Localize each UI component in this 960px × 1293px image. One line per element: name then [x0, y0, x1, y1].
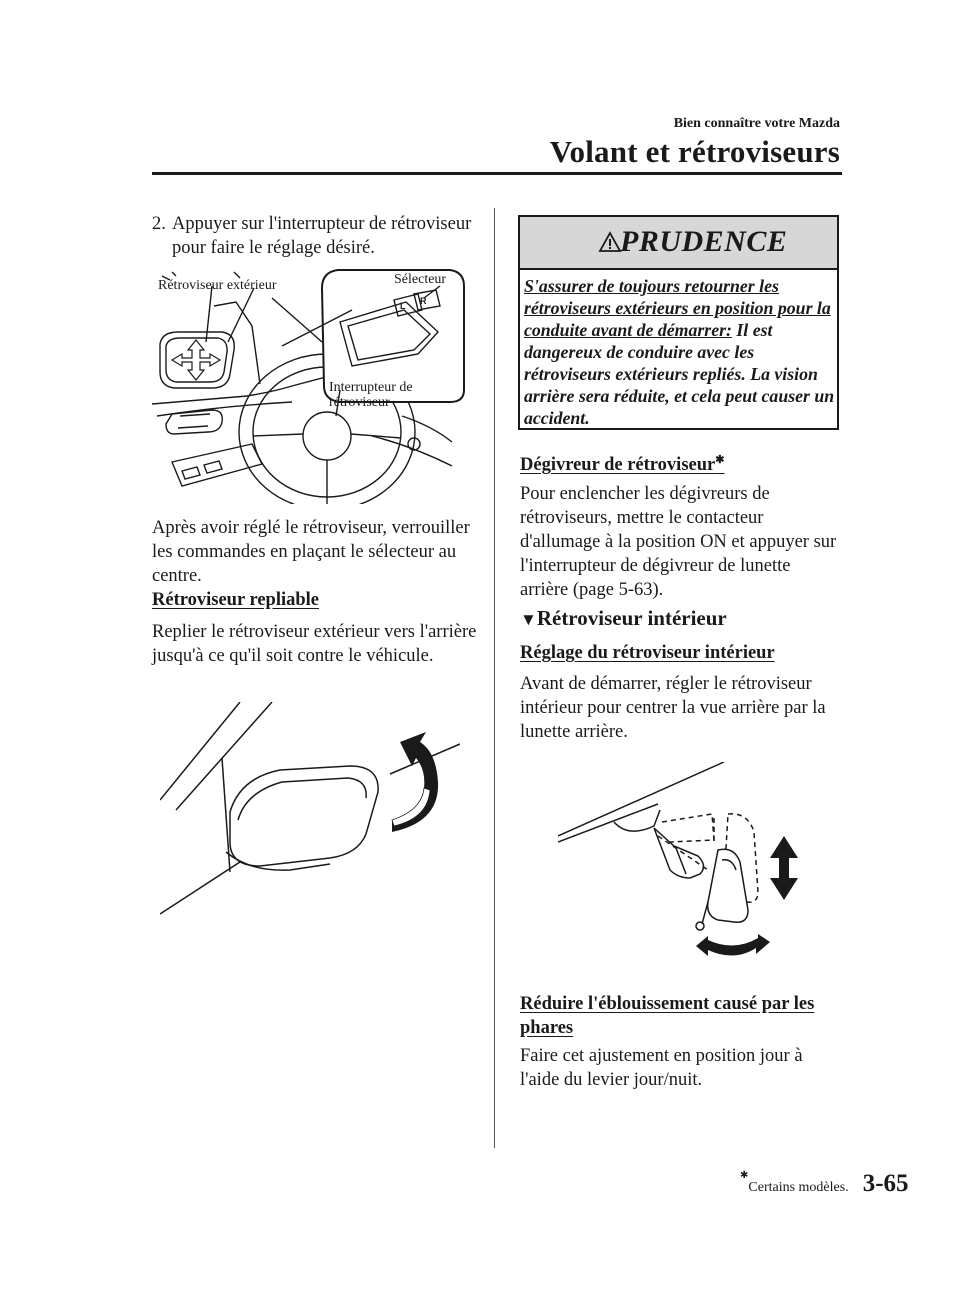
caution-box: [518, 215, 839, 430]
mirror-switch-figure: [152, 266, 472, 504]
step-text: Appuyer sur l'interrupteur de rétroviseur pour faire le réglage désiré.: [172, 214, 472, 258]
glare-text: Faire cet ajustement en position jour à l'aide du levier jour/nuit.: [520, 1046, 803, 1090]
page-number: 3-65: [862, 1170, 909, 1197]
glare-heading: Réduire l'éblouissement causé par les phares: [520, 994, 815, 1038]
caution-underlined-text: S'assurer de toujours retourner les rétroviseurs extérieurs en position pour la conduite avant de démarrer:: [524, 276, 831, 340]
label-mirror-switch: [329, 380, 413, 410]
page-title: Volant et rétroviseurs: [549, 134, 840, 169]
defroster-heading-text: Dégivreur de rétroviseur: [520, 455, 716, 476]
header-section: Bien connaître votre Mazda: [673, 116, 840, 131]
after-figure-text: Après avoir réglé le rétroviseur, verrouiller les commandes en plaçant le sélecteur au centre.: [152, 518, 470, 586]
footer-star: ✱: [740, 1170, 749, 1181]
label-outside-mirror: Rétroviseur extérieur: [158, 278, 277, 293]
optional-star: ✱: [715, 454, 725, 466]
folding-text: Replier le rétroviseur extérieur vers l'arrière jusqu'à ce qu'il soit contre le véhicule.: [152, 622, 477, 666]
label-switch-line1: Interrupteur de: [329, 380, 413, 395]
warning-icon: [598, 231, 622, 253]
header-rule: [152, 172, 842, 175]
caution-header: [520, 217, 837, 270]
folding-mirror-figure: [160, 702, 460, 922]
caution-body: [524, 275, 836, 429]
svg-text:R: R: [420, 296, 427, 306]
defroster-heading: [520, 453, 724, 476]
caution-text: Il est dangereux de conduire avec les rétroviseurs extérieurs repliés. La vision arrière sera réduite, et cela peut causer un accident.: [524, 320, 835, 428]
inside-mirror-heading: [520, 606, 727, 631]
adjust-heading: Réglage du rétroviseur intérieur: [520, 643, 775, 663]
folding-heading: Rétroviseur repliable: [152, 590, 319, 610]
inside-mirror-figure: [558, 762, 808, 962]
defroster-text: Pour enclencher les dégivreurs de rétroviseurs, mettre le contacteur d'allumage à la position ON et appuyer sur l'interrupteur de dégivreur de lunette arrière (page 5-63).: [520, 484, 837, 600]
label-switch-line2: rétroviseur: [329, 395, 390, 410]
footer-note: Certains modèles.: [748, 1180, 849, 1195]
column-divider: [494, 208, 495, 1148]
caution-title: PRUDENCE: [620, 225, 788, 258]
svg-text:L: L: [400, 301, 406, 311]
triangle-bullet-icon: ▼: [520, 610, 537, 629]
footer: [740, 1170, 909, 1198]
label-selector: Sélecteur: [394, 272, 447, 287]
adjust-text: Avant de démarrer, régler le rétroviseur intérieur pour centrer la vue arrière par la lunette arrière.: [520, 674, 826, 742]
inside-mirror-heading-text: Rétroviseur intérieur: [536, 606, 727, 630]
step-number: 2.: [152, 214, 166, 234]
